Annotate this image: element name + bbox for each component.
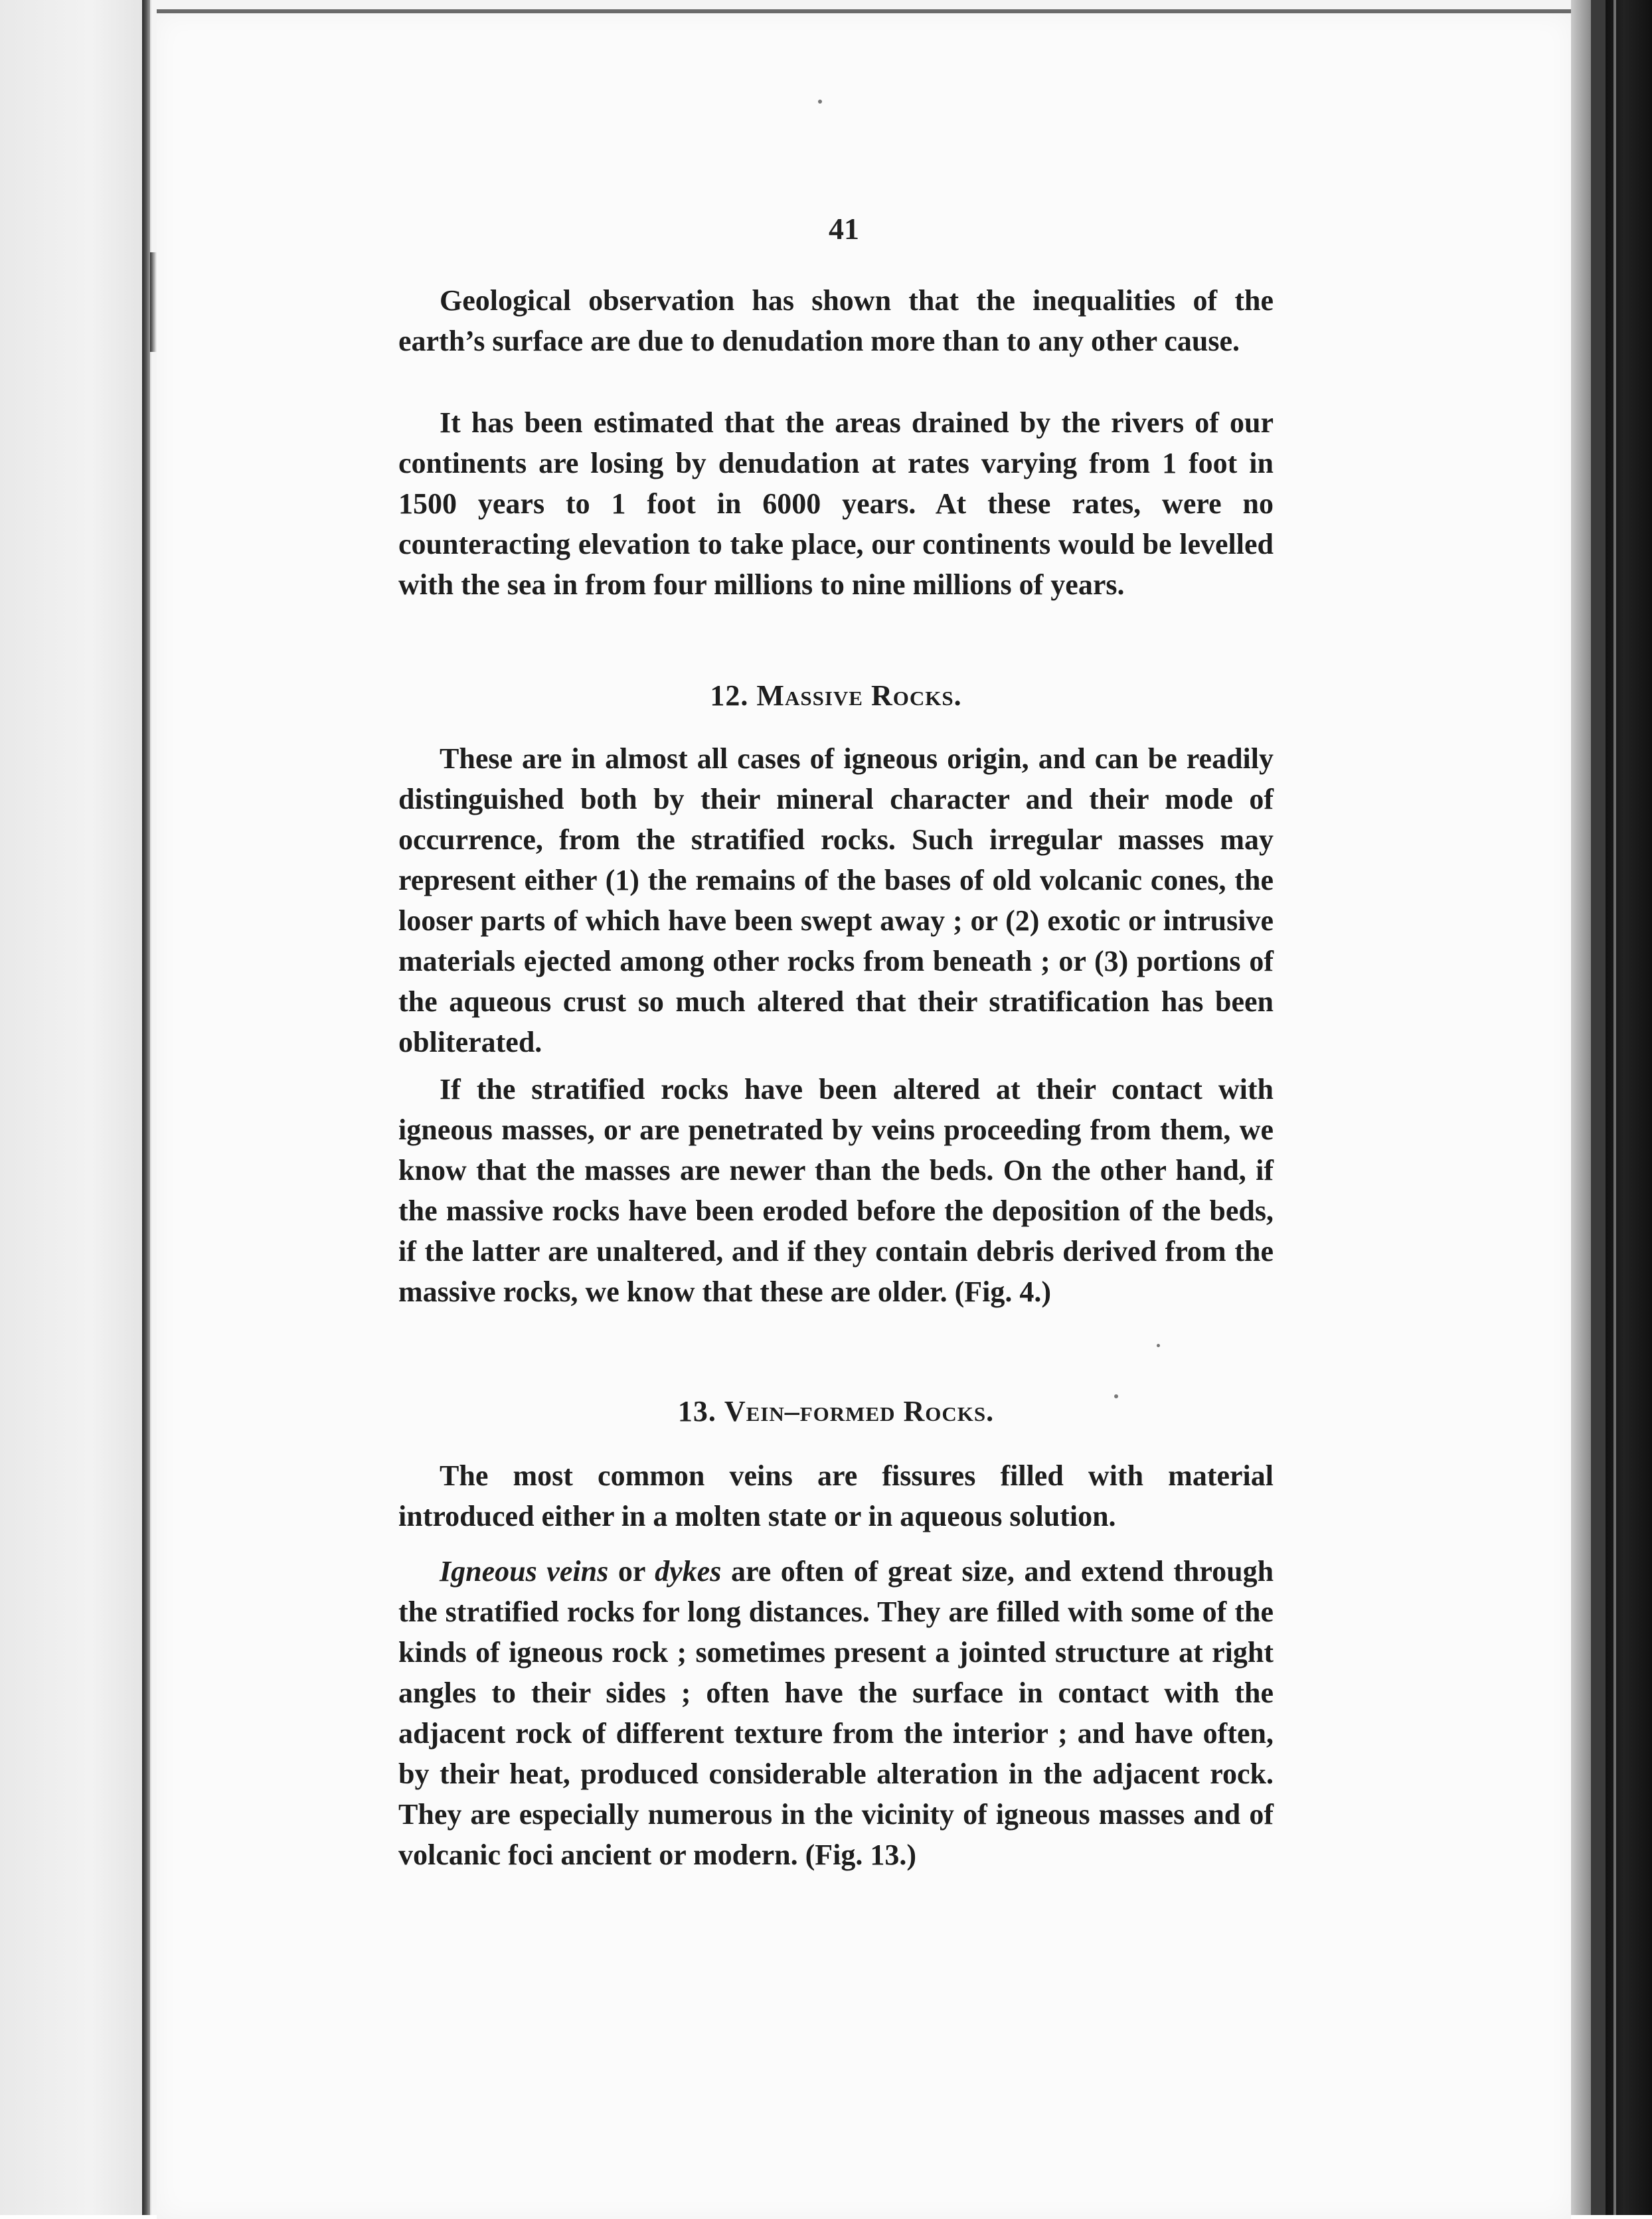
paragraph-common-veins: The most common veins are fissures filled with material introduced either in a molten state or in aqueous solution. bbox=[398, 1459, 1274, 1532]
paragraph-massive-rocks: These are in almost all cases of igneous origin, and can be readily distinguished both by their mineral character and their mode of occurrence, from the stratified rocks. Such irregular masses may represent either (1) the remains of the bases of old volcanic cones, the looser parts of which have been swept away ; or (2) exotic or intrusive materials ejected among other rocks from beneath ; or (3) portions of the aqueous crust so much altered that their stratification has been obliterated. bbox=[398, 742, 1274, 1058]
page-number: 41 bbox=[829, 212, 859, 246]
italic-term-dykes: dykes bbox=[655, 1555, 722, 1588]
heading-title: Massive Rocks. bbox=[756, 679, 962, 712]
paragraph-denudation-intro: Geological observation has shown that the inequalities of the earth’s surface are due to denudation more than to any other cause. bbox=[398, 284, 1274, 357]
heading-vein-formed-rocks bbox=[398, 1394, 1274, 1428]
left-page-edge bbox=[142, 0, 150, 2215]
heading-number: 12. bbox=[710, 679, 749, 712]
heading-massive-rocks bbox=[398, 679, 1274, 712]
term-joiner: or bbox=[618, 1555, 645, 1588]
scan-speck bbox=[818, 100, 822, 104]
scan-speck bbox=[1157, 1344, 1160, 1347]
heading-number: 13. bbox=[677, 1395, 716, 1428]
left-binding-mark bbox=[150, 252, 157, 352]
left-page-margin bbox=[0, 0, 151, 2215]
right-scan-line bbox=[1613, 0, 1616, 2215]
paragraph-denudation-rates: It has been estimated that the areas drained by the rivers of our continents are losing by denudation at rates varying from 1 foot in 1500 years to 1 foot in 6000 years. At these rates, were no counteracting elevation to take place, our continents would be levelled with the sea in from four millions to nine millions of years. bbox=[398, 406, 1274, 601]
italic-term-igneous-veins: Igneous veins bbox=[440, 1555, 609, 1588]
heading-title: Vein–formed Rocks. bbox=[724, 1395, 995, 1428]
paragraph-igneous-veins bbox=[398, 1551, 1274, 1875]
right-page-edge bbox=[1571, 0, 1591, 2215]
paragraph-stratified-contact: If the stratified rocks have been altered at their contact with igneous masses, or are penetrated by veins proceeding from them, we know that the masses are newer than the beds. On the other hand, if the massive rocks have been eroded before the deposition of the beds, if the latter are unaltered, and if they contain debris derived from the massive rocks, we know that these are older. (Fig. 4.) bbox=[398, 1073, 1274, 1308]
right-scan-border bbox=[1606, 0, 1652, 2215]
paragraph-igneous-veins-body: are often of great size, and extend through the stratified rocks for long distances. They are filled with some of the kinds of igneous rock ; sometimes present a jointed structure at right angles to their sides ; often have the surface in contact with the adjacent rock of different texture from the interior ; and have often, by their heat, produced considerable alteration in the adjacent rock. They are especially numerous in the vicinity of igneous masses and of volcanic foci ancient or modern. (Fig. 13.) bbox=[398, 1555, 1274, 1871]
right-binding-shadow bbox=[1591, 0, 1606, 2215]
